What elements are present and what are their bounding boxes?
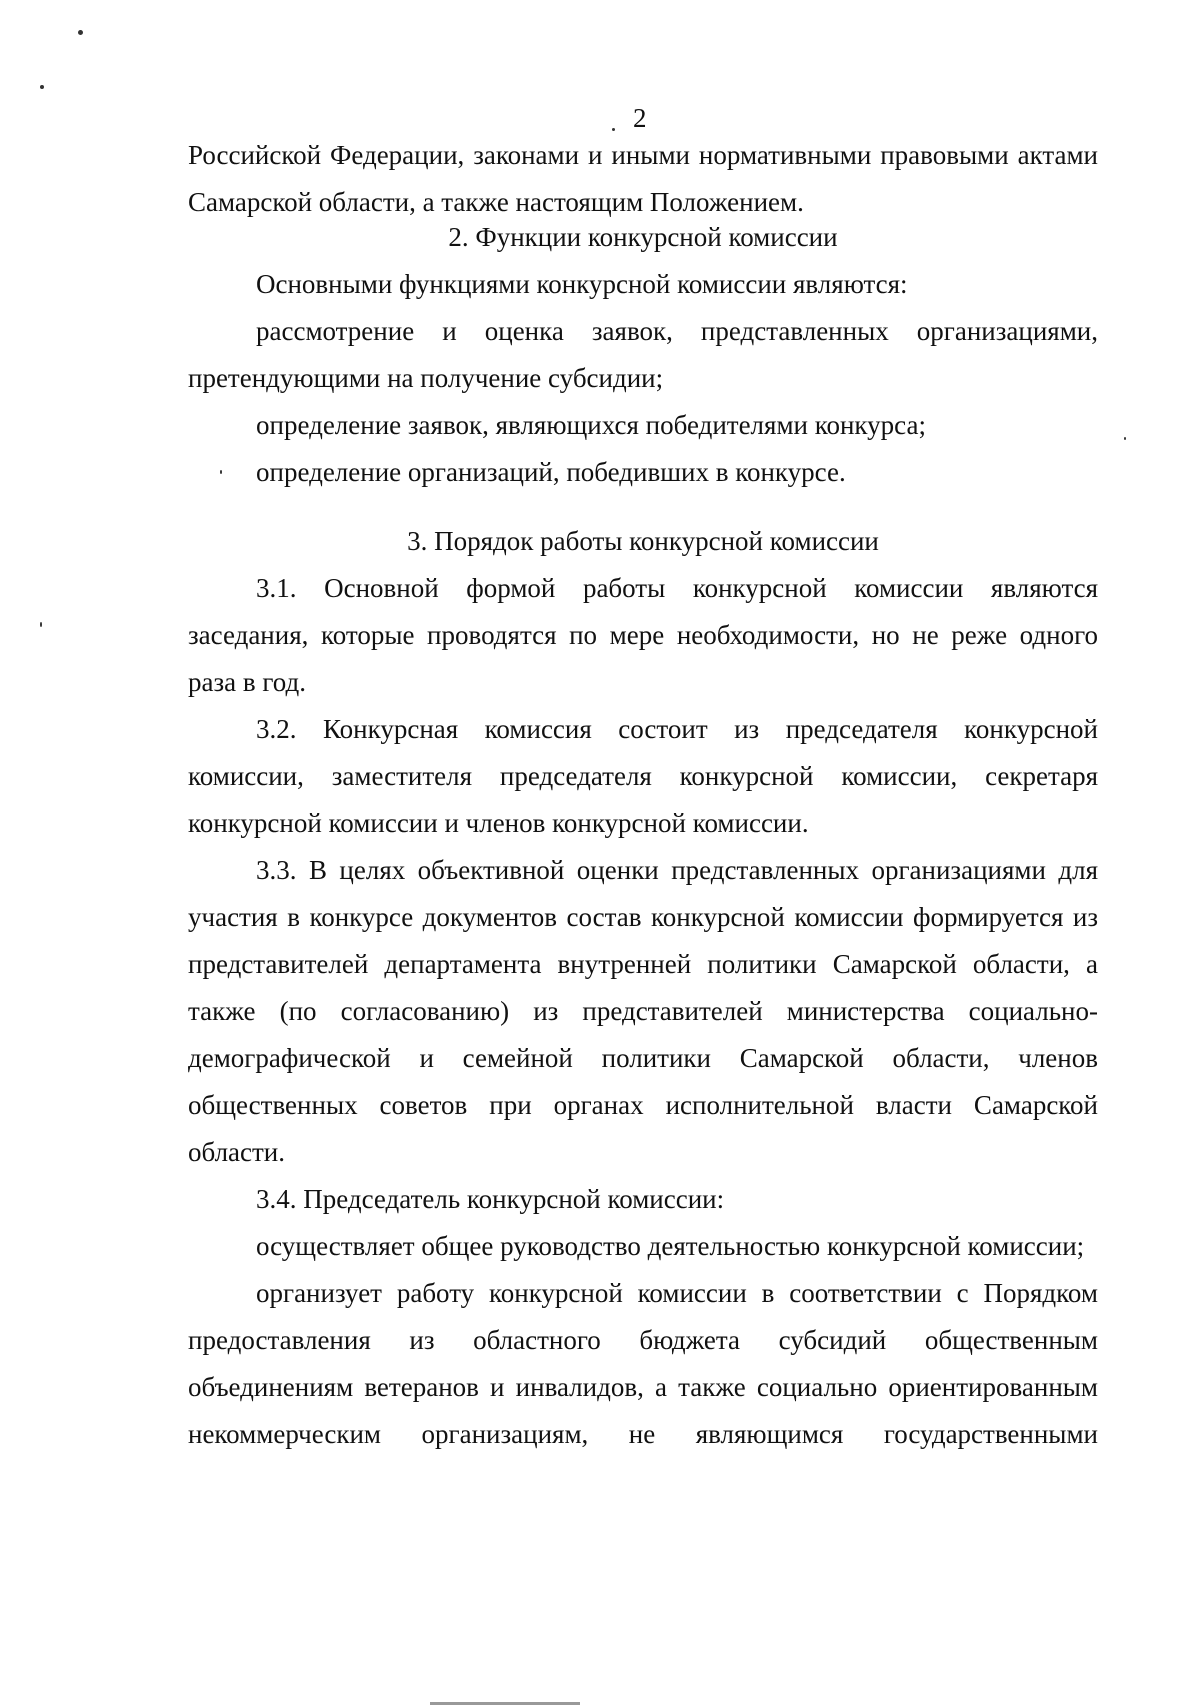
paragraph-text: рассмотрение и оценка заявок, представленных организациями, претендующими на получение субсидии;	[188, 316, 1098, 393]
paragraph-text: Основными функциями конкурсной комиссии являются:	[256, 269, 908, 299]
scan-speck	[78, 30, 83, 35]
paragraph-text: 3.3. В целях объективной оценки представленных организациями для участия в конкурсе документов состав конкурсной комиссии формируется из представителей департамента внутренней политики Самарской области, а также (по согласованию) из представителей министерства социально-демографической и семейной политики Самарской области, членов общественных советов при органах исполнительной власти Самарской области.	[188, 855, 1098, 1167]
section-3-body	[188, 565, 1098, 1458]
scan-speck	[612, 128, 615, 131]
section-title: 3. Порядок работы конкурсной комиссии	[407, 526, 879, 556]
section-heading-3	[188, 518, 1098, 565]
scan-speck	[1124, 437, 1126, 440]
paragraph-text: 3.1. Основной формой работы конкурсной комиссии являются заседания, которые проводятся по мере необходимости, но не реже одного раза в год.	[188, 573, 1098, 697]
page-number: 2	[633, 103, 647, 133]
section-2-body	[188, 261, 1098, 496]
scan-speck	[40, 622, 42, 627]
paragraph-text: 3.2. Конкурсная комиссия состоит из председателя конкурсной комиссии, заместителя председателя конкурсной комиссии, секретаря конкурсной комиссии и членов конкурсной комиссии.	[188, 714, 1098, 838]
paragraph-continuation	[188, 132, 1098, 226]
paragraph-text: определение организаций, победивших в конкурсе.	[256, 457, 846, 487]
paragraph-text: Российской Федерации, законами и иными нормативными правовыми актами Самарской области, а также настоящим Положением.	[188, 140, 1098, 217]
paragraph-text: осуществляет общее руководство деятельностью конкурсной комиссии;	[256, 1231, 1085, 1261]
scan-speck	[40, 85, 44, 89]
section-title: 2. Функции конкурсной комиссии	[448, 222, 838, 252]
section-heading-2	[188, 214, 1098, 261]
paragraph-text: организует работу конкурсной комиссии в соответствии с Порядком предоставления из областного бюджета субсидий общественным объединениям ветеранов и инвалидов, а также социально ориентированным некоммерческим организациям, не являющимся государственными	[188, 1278, 1098, 1449]
scan-speck	[220, 470, 222, 474]
paragraph-text: определение заявок, являющихся победителями конкурса;	[256, 410, 926, 440]
paragraph-text: 3.4. Председатель конкурсной комиссии:	[256, 1184, 725, 1214]
